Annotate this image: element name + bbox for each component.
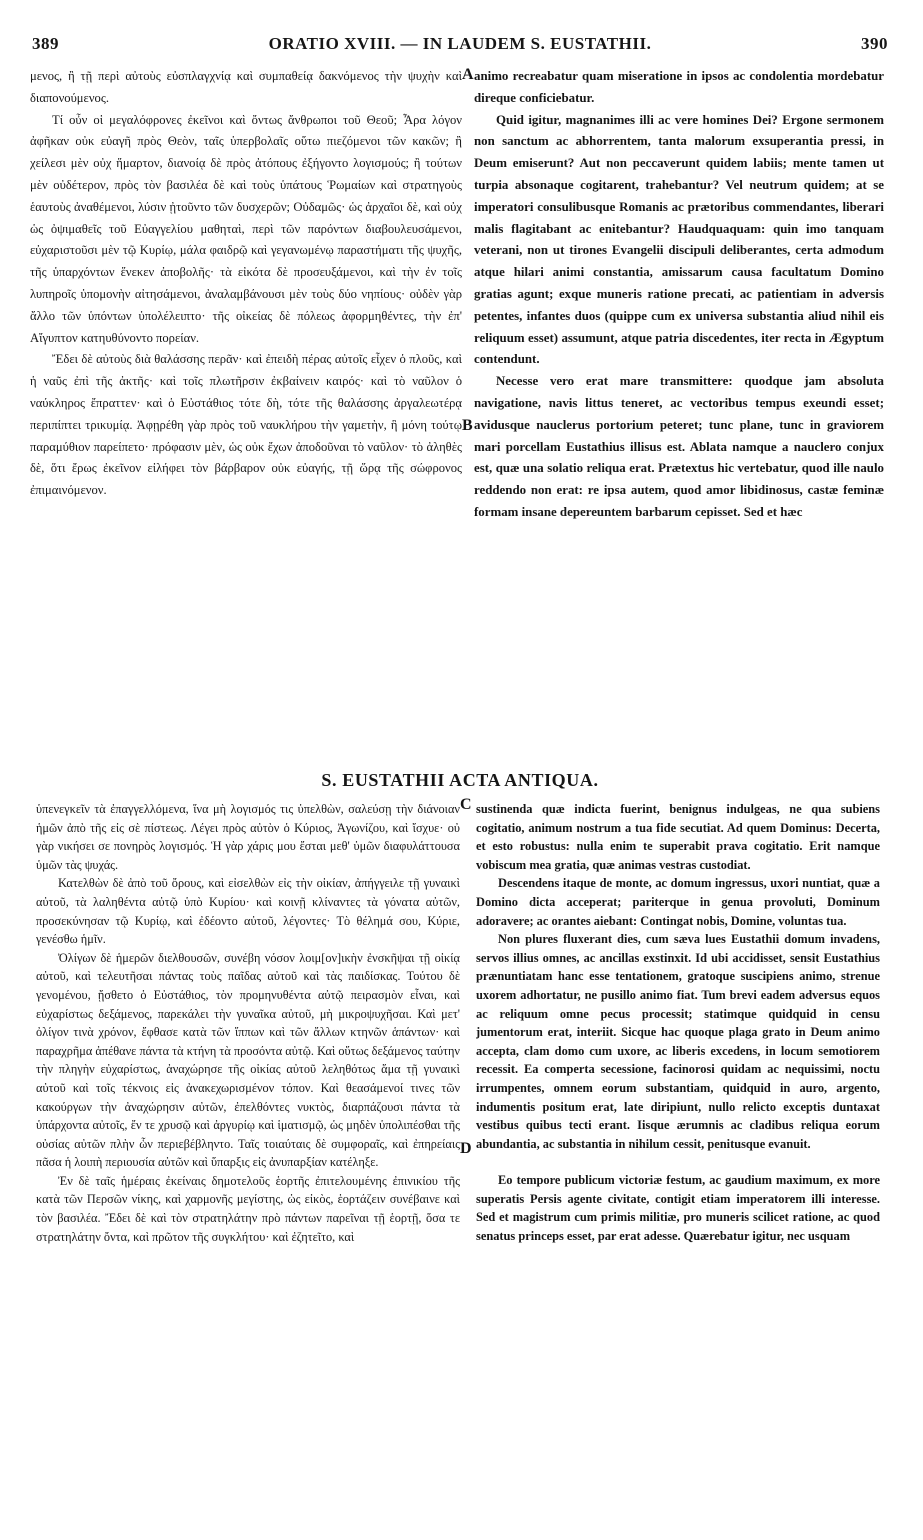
page-number-right: 390: [861, 34, 888, 53]
lower-latin-column: [476, 800, 880, 1510]
latin-paragraph: sustinenda quæ indicta fuerint, benignus indulgeas, ne qua subiens cogitatio, animum nostrum a tua fide secutiat. Ad quem Dominus: Decerta, et esto robustus: nulla enim te superabit prava cogitatio. Erit namque vobiscum mea gratia, quæ animas vestras custodiat.: [476, 802, 880, 872]
upper-latin-column: [474, 66, 884, 746]
latin-paragraph: Quid igitur, magnanimes illi ac vere homines Dei? Ergone sermonem non sanctum ac abhorrentem, tanta malorum exsuperantia pressi, in Deum emiserunt? Aut non peccaverunt quidem labiis; mente tamen ut turpia absonaque cogitarent, trahebantur? Vel neutrum quidem; at se imperatori consulibusque Romanis ac prætoribus commendantes, liberari malis flagitabant ac enitebantur? Haudquaquam: quin imo tanquam veterani, non ut tirones Evangelii discipuli deliberantes, certa admodum atque hilari animi constantia, amissarum causa facultatum Domino gratias agunt; exque muneris ratione precati, ac patientiam in adversis petentes, infantes duos (quippe cum ex universa substantia aliud nihil eis reliquum esset) assumunt, atque patria discedentes, iter recta in Ægyptum contendunt.: [474, 112, 884, 367]
latin-paragraph: Eo tempore publicum victoriæ festum, ac gaudium maximum, ex more superatis Persis agente civitate, contigit etiam imperatorem illi interesse. Sed et magistrum cum primis militiæ, pro muneris scilicet ratione, ac quod senatus princeps esset, par erat adesse. Quærebatur igitur, nec usquam: [476, 1173, 880, 1244]
greek-paragraph: Ἐν δὲ ταῖς ἡμέραις ἐκείναις δημοτελοῦς ἑορτῆς ἐπιτελουμένης ἐπινικίου τῆς κατὰ τῶν Περσῶν νίκης, καὶ χαρμονῆς μεγίστης, ὡς εἰκὸς, ἑορτάζειν συνέβαινε καὶ τὸν βασιλέα. Ἔδει δὲ καὶ τὸν στρατηλάτην πρὸ πάντων παρεῖναι τῇ ἑορτῇ, ὅσα τε στρατηλάτην ὄντα, καὶ πρῶτον τῆς συγκλήτου· καὶ ἐζητεῖτο, καὶ: [36, 1173, 460, 1244]
latin-paragraph: Non plures fluxerant dies, cum sæva lues Eustathii domum invadens, servos illius omnes, ac ancillas exstinxit. Id ubi accidisset, sensit Eustathius prænuntiatam hanc esse tentationem, gratoque suscipiens animo, strenue uxorem adhortatur, ne pusillo animo fiat. Tum brevi eadem adversus equos ac reliquum omne pecus processit; statimque quidquid in censu jumentorum erat, interiit. Sicque hac quoque plaga grato in Deum animo accepta, clam domo cum uxore, ac liberis excedens, in locum semotiorem recessit. Ea comperta secessione, facinorosi quidam ac nequissimi, noctu irrumpentes, omnem eorum substantiam, quidquid in auro, argento, indumentis positum erat, late diripiunt, nullo relicto exceptis duntaxat vestibus quibus tecti erant. Iisque ærumnis ac cladibus reliqua eorum abundantia, ac substantia in nihilum cessit, penitusque evanuit.: [476, 932, 880, 1151]
greek-paragraph: Κατελθὼν δὲ ἀπὸ τοῦ ὄρους, καὶ εἰσελθὼν εἰς τὴν οἰκίαν, ἀπήγγειλε τῇ γυναικὶ αὐτοῦ, τὰ λαληθέντα αὐτῷ ὑπὸ Κυρίου· καὶ κοινῇ κλίναντες τὰ γόνατα αὐτῶν, προσεκύνησαν τῷ Κυρίῳ, καὶ ἐδέοντο αὐτοῦ, λέγοντες· Τὸ θέλημά σου, Κύριε, γενέσθω ἡμῖν.: [36, 876, 460, 947]
greek-paragraph: ὑπενεγκεῖν τὰ ἐπαγγελλόμενα, ἵνα μὴ λογισμός τις ὑπελθὼν, σαλεύσῃ τὴν διάνοιαν ἡμῶν ἀπὸ τῆς εἰς σὲ πίστεως. Λέγει πρὸς αὐτὸν ὁ Κύριος, Ἀγωνίζου, καὶ ἴσχυε· οὐ γὰρ νικήσει σε πονηρὸς λογισμός. Ἡ γὰρ χάρις μου ἔσται μεθ' ὑμῶν διαφυλάττουσα ὑμῶν τὰς ψυχάς.: [36, 802, 460, 872]
greek-paragraph: Ὀλίγων δὲ ἡμερῶν διελθουσῶν, συνέβη νόσον λοιμ[ον]ικὴν ἐνσκῆψαι τῇ οἰκίᾳ αὐτοῦ, καὶ τελευτῆσαι πάντας τοὺς παῖδας αὐτοῦ καὶ τὰς παιδίσκας. Τούτου δὲ γενομένου, ᾔσθετο ὁ Εὐστάθιος, τὸν προμηνυθέντα αὐτῷ πειρασμὸν εἶναι, καὶ εὐχαρίστως δεξάμενος, παρεκάλει τὴν γυναῖκα αὐτοῦ, μὴ μικροψυχῆσαι. Καὶ μετ' ὀλίγον τινὰ χρόνον, ἔφθασε κατὰ τῶν ἵππων καὶ τῶν ἄλλων κτηνῶν ἁπάντων· καὶ παραχρῆμα ἀπέθανε πάντα τὰ κτήνη τὰ προσόντα αὐτῷ. Καὶ οὕτως δεξάμενος ταύτην τὴν πληγὴν εὐχαρίστως, ἀναχώρησε τῆς οἰκίας αὐτοῦ λεληθότως ἅμα τῇ γυναικὶ αὐτοῦ καὶ τοῖς τέκνοις εἰς ἀνακεχωρισμένον τόπον. Καὶ θεασάμενοί τινες τῶν κακούργων τὴν ἀναχώρησιν αὐτῶν, ἐπελθόντες νυκτὸς, διαρπάζουσι πάντα τὰ ὑπάρχοντα αὐτοῖς, ἔν τε χρυσῷ καὶ ἀργυρίῳ καὶ ἱματισμῷ, ὡς μηδὲν ὑπολιπέσθαι τῆς οὐσίας αὐτῶν πλὴν ὧν περιεβέβληντο. Ταῖς τοιαύταις δὲ συμφοραῖς, καὶ ἐπηρείαις πᾶσα ἡ λοιπὴ περιουσία αὐτῶν καὶ ὕπαρξις εἰς ἀνυπαρξίαν κατέληξε.: [36, 950, 460, 1170]
latin-paragraph: animo recreabatur quam miseratione in ipsos ac condolentia mordebatur direque conficiebatur.: [474, 69, 884, 105]
latin-paragraph: Descendens itaque de monte, ac domum ingressus, uxori nuntiat, quæ a Domino dicta acceperat; pariterque in genua provoluti, Dominum adoravere; ac orantes aiebant: Contingat nobis, Domine, voluntas tua.: [476, 876, 880, 928]
lower-greek-column: [36, 800, 460, 1510]
greek-paragraph: Τί οὖν οἱ μεγαλόφρονες ἐκεῖνοι καὶ ὄντως ἄνθρωποι τοῦ Θεοῦ; Ἆρα λόγον ἀφῆκαν οὐκ εὐαγῆ πρὸς Θεὸν, ταῖς ὑπερβολαῖς οὕτω πιεζόμενοι τῶν κακῶν; ἢ χείλεσι μὲν οὐχ ἥμαρτον, διανοίᾳ δὲ πρὸς ἀτόπους ἐξήγοντο λογισμούς; ἢ τούτων μὲν οὐδέτερον, πρὸς τὸν βασιλέα δὲ καὶ τοὺς ὑπάτους Ῥωμαίων καὶ στρατηγοὺς ἑαυτοὺς ἀναθέμενοι, λύσιν ᾐτοῦντο τῶν δυσχερῶν; Οὐδαμῶς· ὡς ἀρχαῖοι δὲ, καὶ οὐχ ὡς ὀψιμαθεῖς τοῦ Εὐαγγελίου μαθηταὶ, περὶ τῶν παρόντων διαβουλευσάμενοι, εὐχαριστοῦσι μὲν τῷ Κυρίῳ, μάλα φαιδρῷ καὶ γεγανωμένῳ παραστήματι τῆς ψυχῆς, τῆς ὑπαρχόντων ἕνεκεν ἀποβολῆς· τὰ εἰκότα δὲ προσευξάμενοι, καὶ τὴν ἐν τοῖς λυπηροῖς ὑπομονὴν αἰτησάμενοι, ἀναλαμβάνουσι μὲν τοὺς δύο νηπίους· οὐδὲν γὰρ ἄλλο τῶν ὑπόντων ὑπολέλειπτο· τῆς οἰκείας δὲ πόλεως ἀφορμηθέντες, τὴν ἐπ' Αἴγυπτον κατηυθύνοντο πορείαν.: [30, 112, 462, 345]
section-marker-a: A: [462, 66, 474, 83]
greek-paragraph: μενος, ἢ τῇ περὶ αὐτοὺς εὐσπλαγχνίᾳ καὶ συμπαθείᾳ δακνόμενος τὴν ψυχὴν καὶ διαπονούμενος.: [30, 69, 462, 105]
latin-paragraph: Necesse vero erat mare transmittere: quodque jam absoluta navigatione, navis littus teneret, ac vectoribus tempus exeundi esset; avidusque nauclerus portorium peteret; tunc plane, tunc in graviorem mari porcellam Eustathius illisus est. Ablata namque a nauclero conjux est, quæ una solatio reliqua erat. Prætextus hic vertebatur, quod ille naulo reddendo non erat: re ipsa autem, quod amor libidinosus, castæ feminæ formam insane depereuntem barbarum cepisset. Sed et hæc: [474, 374, 884, 519]
greek-paragraph: Ἔδει δὲ αὐτοὺς διὰ θαλάσσης περᾶν· καὶ ἐπειδὴ πέρας αὐτοῖς εἶχεν ὁ πλοῦς, καὶ ἡ ναῦς ἐπὶ τῆς ἀκτῆς· καὶ τοῖς πλωτῆρσιν ἐκβαίνειν καιρός· καὶ τὸ ναῦλον ὁ ναύκληρος ἔπραττεν· καὶ ὁ Εὐστάθιος τότε δὴ, τότε τῆς θαλάσσης ἀργαλεωτέρᾳ περιπίπτει τρικυμίᾳ. Ἀφῃρέθη γὰρ πρὸς τοῦ ναυκλήρου τὴν γαμετὴν, ἣ μόνη τούτῳ παραμύθιον παρείπετο· πρόφασιν μὲν, ὡς οὐκ ἔχων ἀποδοῦναι τὸ ναῦλον· τὸ ἀληθὲς δὲ, ὅτι ἔρως ἐκεῖνον εἰλήφει τὸν βάρβαρον οὐκ εὐαγής, τῇ ὥρᾳ τῆς σώφρονος ἐπιμαινόμενον.: [30, 352, 462, 498]
section-marker-d: D: [460, 1140, 472, 1157]
page-number-left: 389: [32, 34, 59, 53]
section-title: S. EUSTATHII ACTA ANTIQUA.: [321, 770, 599, 790]
upper-greek-column: [30, 66, 462, 746]
section-marker-b: B: [462, 417, 473, 434]
running-title: ORATIO XVIII. — IN LAUDEM S. EUSTATHII.: [268, 34, 652, 53]
running-head: [30, 34, 890, 64]
section-marker-c: C: [460, 796, 472, 813]
paragraph-gap: [476, 1153, 880, 1171]
